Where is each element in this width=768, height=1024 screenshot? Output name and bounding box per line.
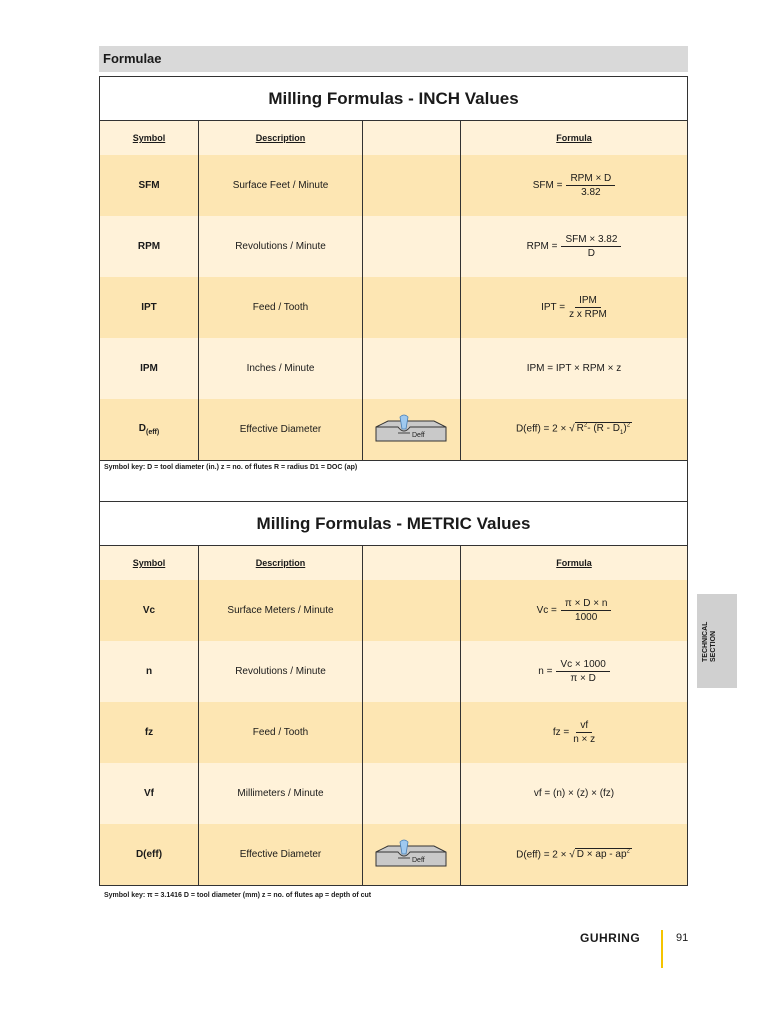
diagram-label: Deff <box>411 856 425 864</box>
section-header <box>99 46 688 72</box>
header-formula: Formula <box>461 546 688 580</box>
formula: fz = $\frac{vf}{n \times z}$ <box>552 720 596 745</box>
formula: Vc = $\frac{\pi \times D \times n}{1000}$ <box>537 598 612 623</box>
table-row: n Revolutions / Minute n = $\frac{Vc \times 1000}{\pi \times D}$ <box>100 641 687 702</box>
table-row: Vc Surface Meters / Minute Vc = $\frac{\pi \times D \times n}{1000}$ <box>100 580 687 641</box>
table-row: IPT Feed / Tooth IPT = $\frac{\text{IPM}}{\text{z x RPM}}$ <box>100 277 687 338</box>
formula: n = $\frac{Vc \times 1000}{\pi \times D}$ <box>538 659 610 684</box>
formula: SFM = $\frac{\text{RPM × D}}{3.82}$ <box>533 173 616 198</box>
brand-logo: GUHRING <box>580 931 641 945</box>
effective-diameter-diagram <box>363 824 461 885</box>
table-row: fz Feed / Tooth fz = $\frac{vf}{n \times z}$ <box>100 702 687 763</box>
technical-section-tab[interactable] <box>697 594 737 688</box>
header-symbol: Symbol <box>100 121 199 155</box>
effective-diameter-diagram <box>363 399 461 460</box>
formula: vf = (n) × (z) × (fz) <box>461 763 688 824</box>
symbol-key: Symbol key: π = 3.1416 D = tool diameter (mm) z = no. of flutes ap = depth of cut <box>104 892 372 899</box>
formula: IPM = IPT × RPM × z <box>461 338 688 399</box>
header-formula: Formula <box>461 121 688 155</box>
section-label: Formulae <box>103 51 162 66</box>
table-row: IPM Inches / Minute IPM = IPT × RPM × z <box>100 338 687 399</box>
inch-formulas-table <box>99 76 688 505</box>
header-symbol: Symbol <box>100 546 199 580</box>
inch-table-title: Milling Formulas - INCH Values <box>100 77 687 121</box>
formula: IPT = $\frac{\text{IPM}}{\text{z x RPM}}$ <box>541 295 607 320</box>
page-divider <box>661 930 663 968</box>
side-tab-label: TECHNICAL SECTION <box>702 621 717 662</box>
table-row: D(eff) Effective Diameter Deff D(eff) = 2 × √ D × ap - $ap^2$ <box>100 824 687 885</box>
table-row: RPM Revolutions / Minute RPM = $\frac{\text{SFM × 3.82}}{D}$ <box>100 216 687 277</box>
metric-formulas-table <box>99 501 688 886</box>
diagram-label: Deff <box>411 431 425 439</box>
metric-table-title: Milling Formulas - METRIC Values <box>100 502 687 546</box>
table-row: SFM Surface Feet / Minute SFM = $\frac{\text{RPM × D}}{3.82}$ <box>100 155 687 216</box>
symbol-key: Symbol key: D = tool diameter (in.) z = no. of flutes R = radius D1 = DOC (ap) <box>104 464 358 471</box>
formula: D(eff) = 2 × √ D × ap - $ap^2$ <box>461 824 688 885</box>
formula: D(eff) = 2 × √ $R^2-$ $(R - D_1)^2$ <box>461 399 688 460</box>
table-row: $D_{(eff)}$ Effective Diameter Deff D(eff) = 2 × √ $R^2-$ $(R - D_1)^2$ <box>100 399 687 460</box>
header-description: Description <box>199 121 363 155</box>
header-description: Description <box>199 546 363 580</box>
page-number: 91 <box>676 932 689 944</box>
table-row: Vf Millimeters / Minute vf = (n) × (z) × (fz) <box>100 763 687 824</box>
formula: RPM = $\frac{\text{SFM × 3.82}}{D}$ <box>527 234 622 259</box>
